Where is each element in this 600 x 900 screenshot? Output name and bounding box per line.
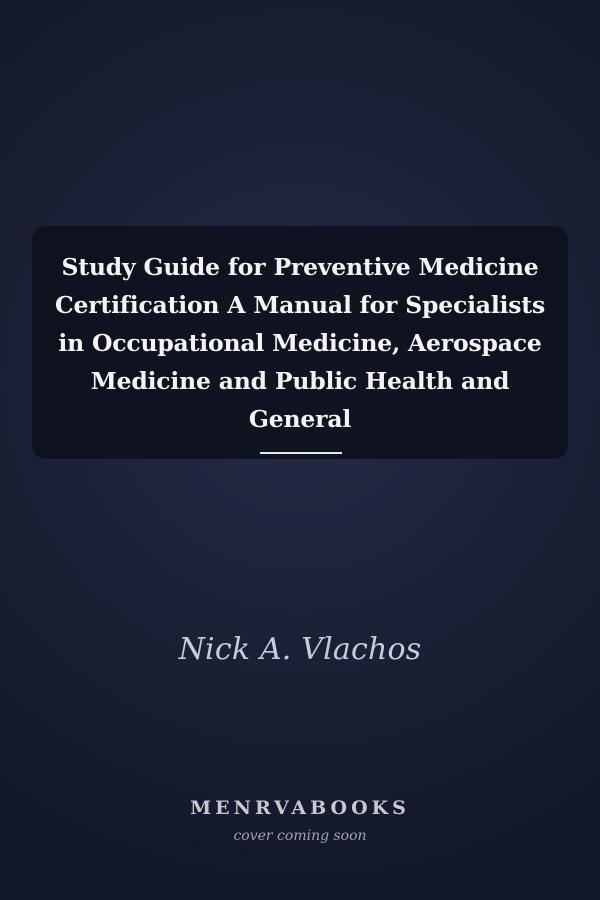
title-divider bbox=[260, 452, 342, 454]
title-panel bbox=[32, 226, 568, 459]
book-title: Study Guide for Preventive Medicine Certification A Manual for Specialists in Occupational Medicine, Aerospace Medicine and Public Health and General bbox=[54, 253, 545, 433]
author-name: Nick A. Vlachos bbox=[178, 632, 422, 667]
publisher-name: MENRVABOOKS bbox=[190, 797, 410, 819]
cover-note: cover coming soon bbox=[233, 828, 367, 844]
